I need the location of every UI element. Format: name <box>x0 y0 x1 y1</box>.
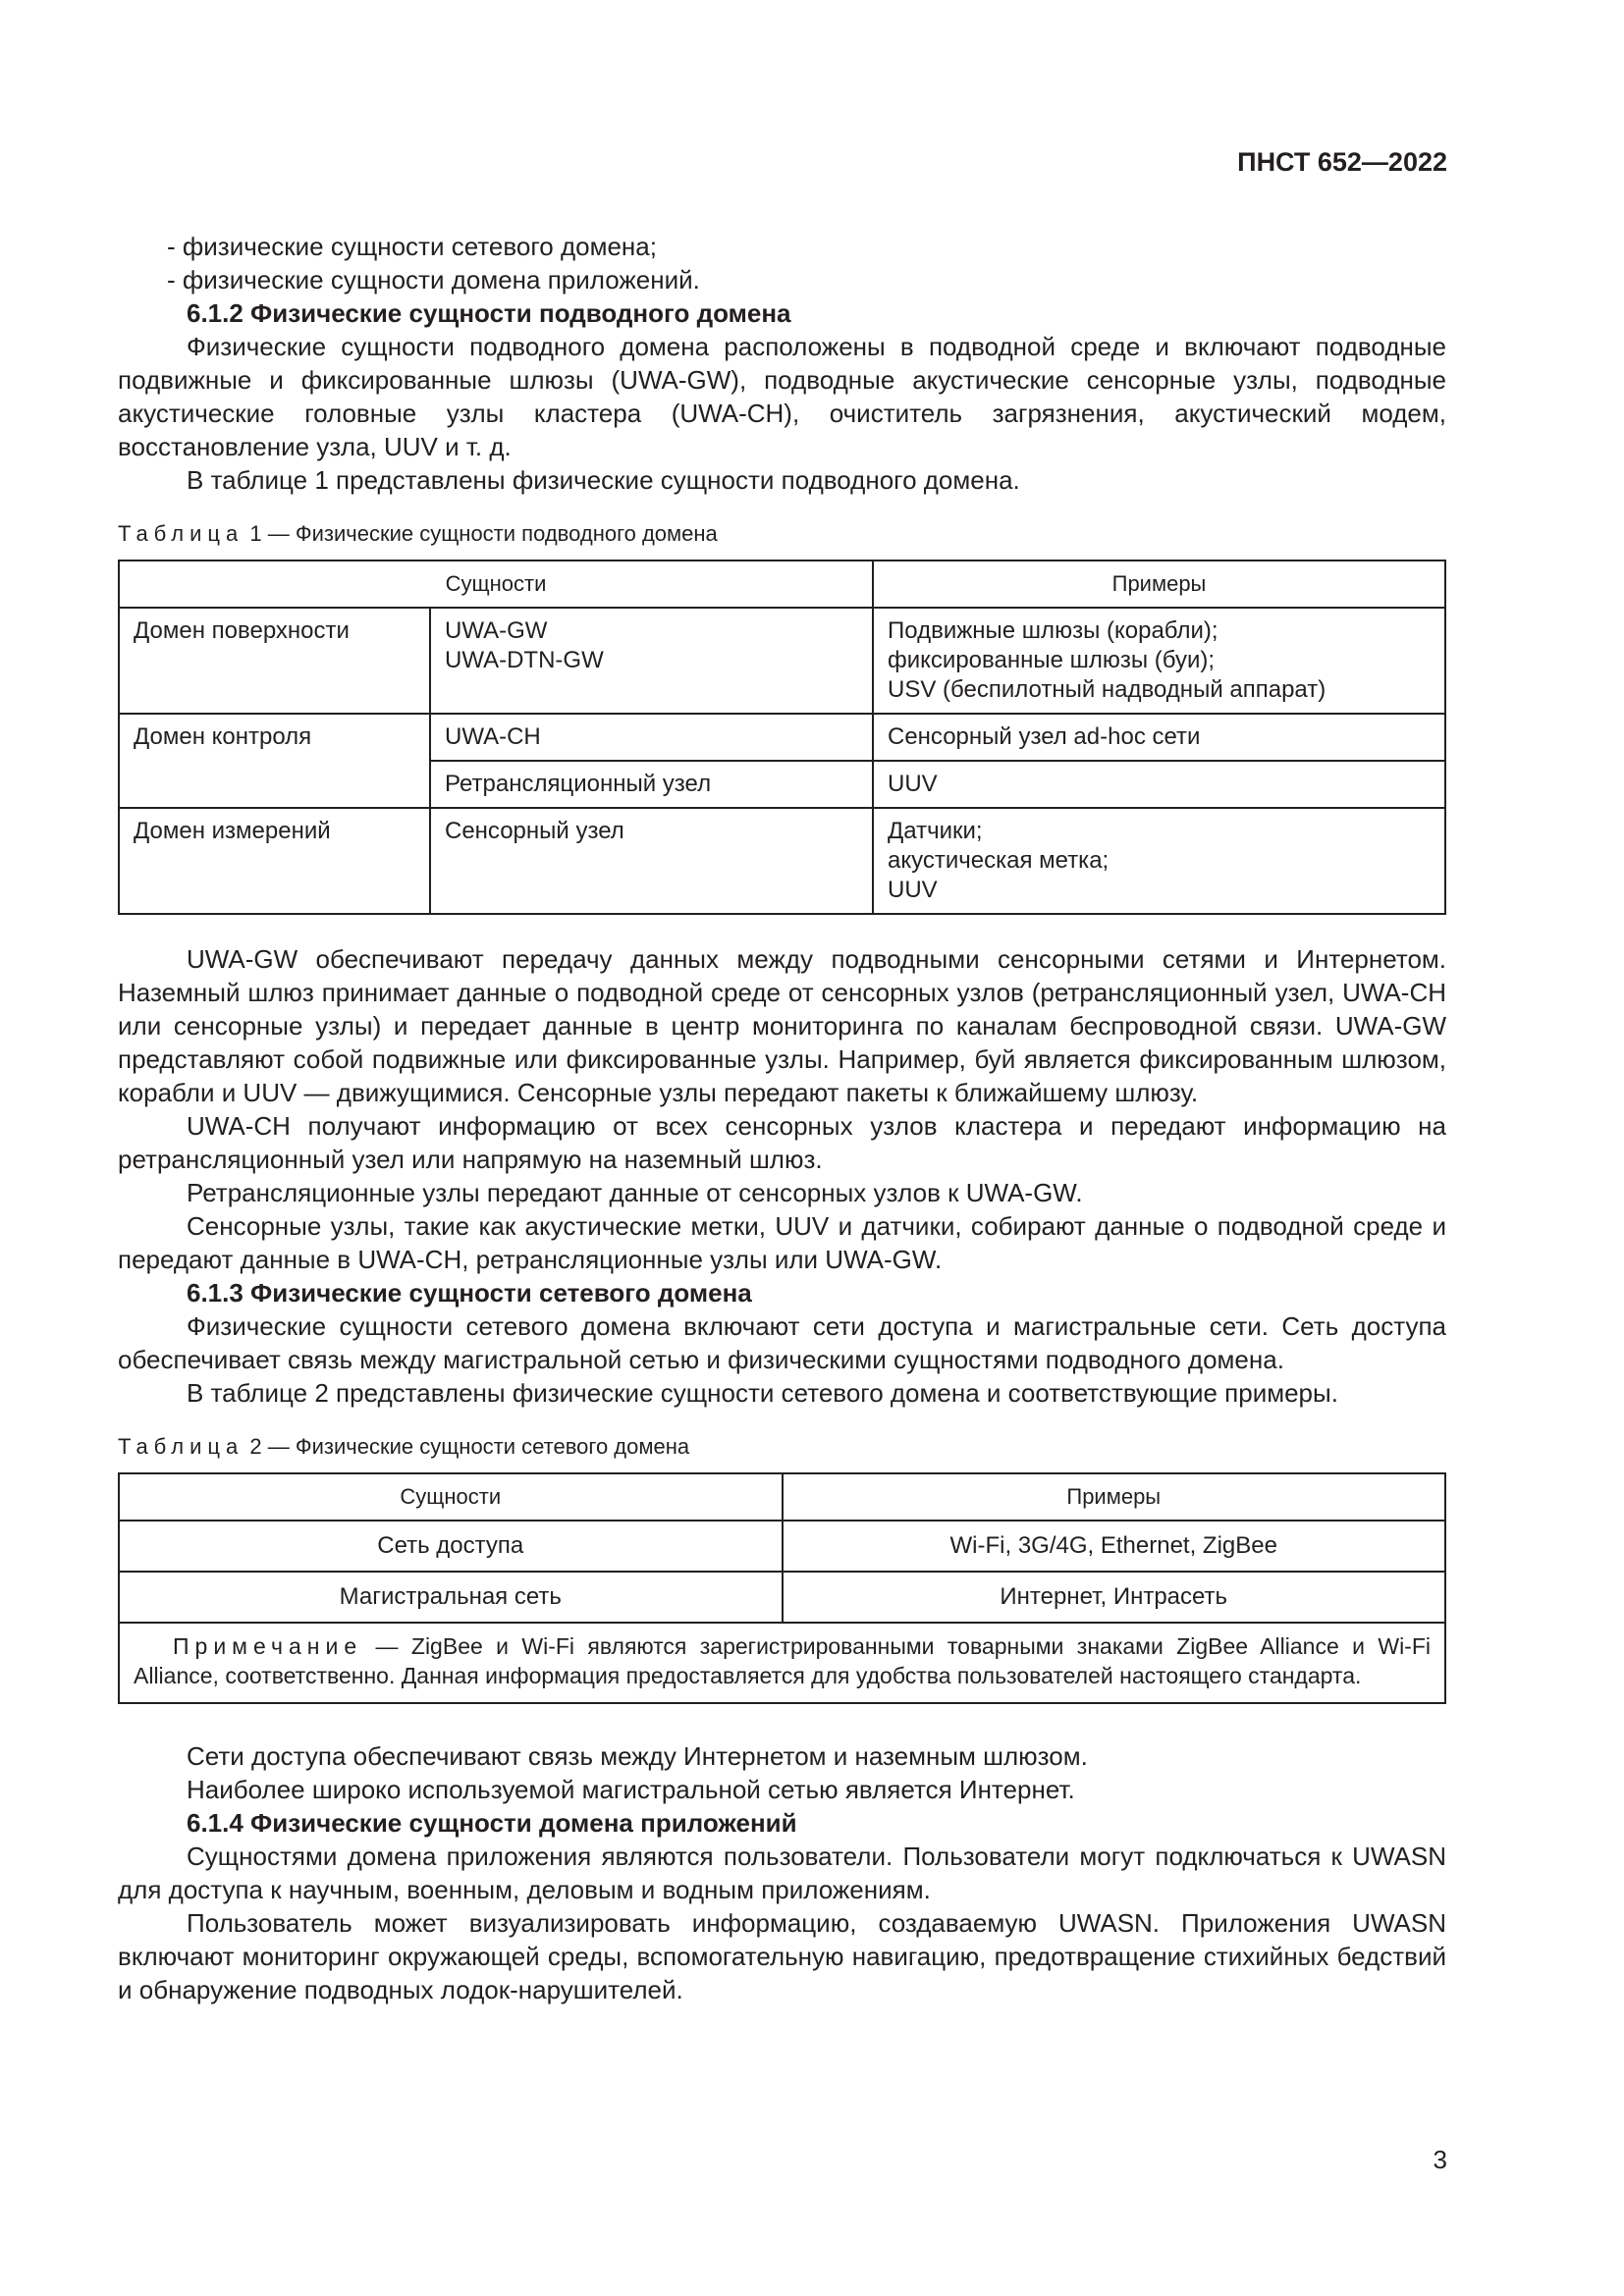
cell-line: Сенсорный узел ad-hoc сети <box>888 723 1201 750</box>
paragraph: Сети доступа обеспечивают связь между Интернетом и наземным шлюзом. <box>187 1741 1088 1771</box>
section-heading-6-1-4: 6.1.4 Физические сущности домена приложений <box>187 1808 797 1838</box>
table-caption-prefix: Таблица <box>118 1434 244 1459</box>
table-cell-entity <box>430 808 873 914</box>
table-cell-example <box>873 761 1445 808</box>
table-1-caption <box>118 520 1446 548</box>
table-row <box>119 714 1445 761</box>
paragraph: В таблице 1 представлены физические сущности подводного домена. <box>187 465 1020 495</box>
page-number: 3 <box>1433 2145 1447 2174</box>
paragraph: Сенсорные узлы, такие как акустические метки, UUV и датчики, собирают данные о подводной среде и передают данные в UWA-CH, ретрансляционные узлы или UWA-GW. <box>118 1211 1446 1274</box>
body-text <box>118 230 1446 2006</box>
table-caption-text: 2 — Физические сущности сетевого домена <box>249 1434 690 1459</box>
table-cell-entity <box>430 714 873 761</box>
table-cell-example <box>873 608 1445 714</box>
table-cell-example <box>873 808 1445 914</box>
table-row <box>119 608 1445 714</box>
table-cell-entity <box>430 761 873 808</box>
table-caption-prefix: Таблица <box>118 521 244 546</box>
table-header-row <box>119 561 1445 608</box>
section-heading-6-1-2: 6.1.2 Физические сущности подводного домена <box>187 298 791 328</box>
table-header-entities: Сущности <box>119 1473 783 1521</box>
table-2-caption <box>118 1433 1446 1461</box>
table-header-examples: Примеры <box>783 1473 1446 1521</box>
cell-line: UWA-DTN-GW <box>445 647 604 673</box>
paragraph: Пользователь может визуализировать информацию, создаваемую UWASN. Приложения UWASN включают мониторинг окружающей среды, вспомогательную навигацию, предотвращение стихийных бедствий и обнаружение подводных лодок-нарушителей. <box>118 1908 1446 2004</box>
cell-line: Ретрансляционный узел <box>445 771 712 797</box>
table-note <box>119 1623 1445 1703</box>
cell-line: UWA-CH <box>445 723 541 750</box>
table-header-row <box>119 1473 1445 1521</box>
table-header-examples: Примеры <box>873 561 1445 608</box>
table-2 <box>118 1472 1446 1704</box>
table-1 <box>118 560 1446 915</box>
table-cell-domain: Домен измерений <box>119 808 430 914</box>
table-cell-example: Интернет, Интрасеть <box>783 1572 1446 1623</box>
table-header-entities: Сущности <box>119 561 873 608</box>
cell-line: USV (беспилотный надводный аппарат) <box>888 676 1326 703</box>
table-cell-domain: Домен контроля <box>119 714 430 808</box>
table-row <box>119 1521 1445 1572</box>
paragraph: Наиболее широко используемой магистральной сетью является Интернет. <box>187 1775 1075 1804</box>
cell-line: Датчики; <box>888 818 983 844</box>
table-row <box>119 1572 1445 1623</box>
cell-line: UUV <box>888 771 938 797</box>
table-cell-example <box>873 714 1445 761</box>
standard-code: ПНСТ 652—2022 <box>1237 147 1447 177</box>
paragraph: Сущностями домена приложения являются пользователи. Пользователи могут подключаться к UWASN для доступа к научным, военным, деловым и водным приложениям. <box>118 1842 1446 1904</box>
paragraph: UWA-GW обеспечивают передачу данных между подводными сенсорными сетями и Интернетом. Наземный шлюз принимает данные о подводной среде от сенсорных узлов (ретрансляционный узел, UWA-CH или сенсорные узлы) и передает данные в центр мониторинга по каналам беспроводной связи. UWA-GW представляют собой подвижные или фиксированные узлы. Например, буй является фиксированным шлюзом, корабли и UUV — движущимися. Сенсорные узлы передают пакеты к ближайшему шлюзу. <box>118 944 1446 1107</box>
table-caption-text: 1 — Физические сущности подводного домена <box>249 521 718 546</box>
cell-line: UUV <box>888 877 938 903</box>
section-heading-6-1-3: 6.1.3 Физические сущности сетевого домена <box>187 1278 752 1308</box>
cell-line: акустическая метка; <box>888 847 1110 874</box>
paragraph: UWA-CH получают информацию от всех сенсорных узлов кластера и передают информацию на ретрансляционный узел или напрямую на наземный шлюз. <box>118 1111 1446 1174</box>
table-note-row <box>119 1623 1445 1703</box>
cell-line: UWA-GW <box>445 617 548 644</box>
table-cell-domain: Домен поверхности <box>119 608 430 714</box>
table-cell-entity <box>430 608 873 714</box>
cell-line: фиксированные шлюзы (буи); <box>888 647 1216 673</box>
paragraph: В таблице 2 представлены физические сущности сетевого домена и соответствующие примеры. <box>187 1378 1338 1408</box>
list-item: - физические сущности сетевого домена; <box>167 232 657 261</box>
cell-line: Сенсорный узел <box>445 818 624 844</box>
table-row <box>119 808 1445 914</box>
note-text: — ZigBee и Wi-Fi являются зарегистрированными товарными знаками ZigBee Alliance и Wi-Fi Alliance, соответственно. Данная информация предоставляется для удобства пользователей настоящего стандарта. <box>134 1633 1431 1688</box>
paragraph: Физические сущности подводного домена расположены в подводной среде и включают подводные подвижные и фиксированные шлюзы (UWA-GW), подводные акустические сенсорные узлы, подводные акустические головные узлы кластера (UWA-CH), очиститель загрязнения, акустический модем, восстановление узла, UUV и т. д. <box>118 332 1446 461</box>
table-cell-example: Wi-Fi, 3G/4G, Ethernet, ZigBee <box>783 1521 1446 1572</box>
table-cell-entity: Сеть доступа <box>119 1521 783 1572</box>
cell-line: Подвижные шлюзы (корабли); <box>888 617 1218 644</box>
paragraph: Ретрансляционные узлы передают данные от сенсорных узлов к UWA-GW. <box>187 1178 1083 1207</box>
paragraph: Физические сущности сетевого домена включают сети доступа и магистральные сети. Сеть доступа обеспечивает связь между магистральной сетью и физическими сущностями подводного домена. <box>118 1311 1446 1374</box>
table-cell-entity: Магистральная сеть <box>119 1572 783 1623</box>
list-item: - физические сущности домена приложений. <box>167 265 700 294</box>
note-label: Примечание <box>173 1633 363 1659</box>
